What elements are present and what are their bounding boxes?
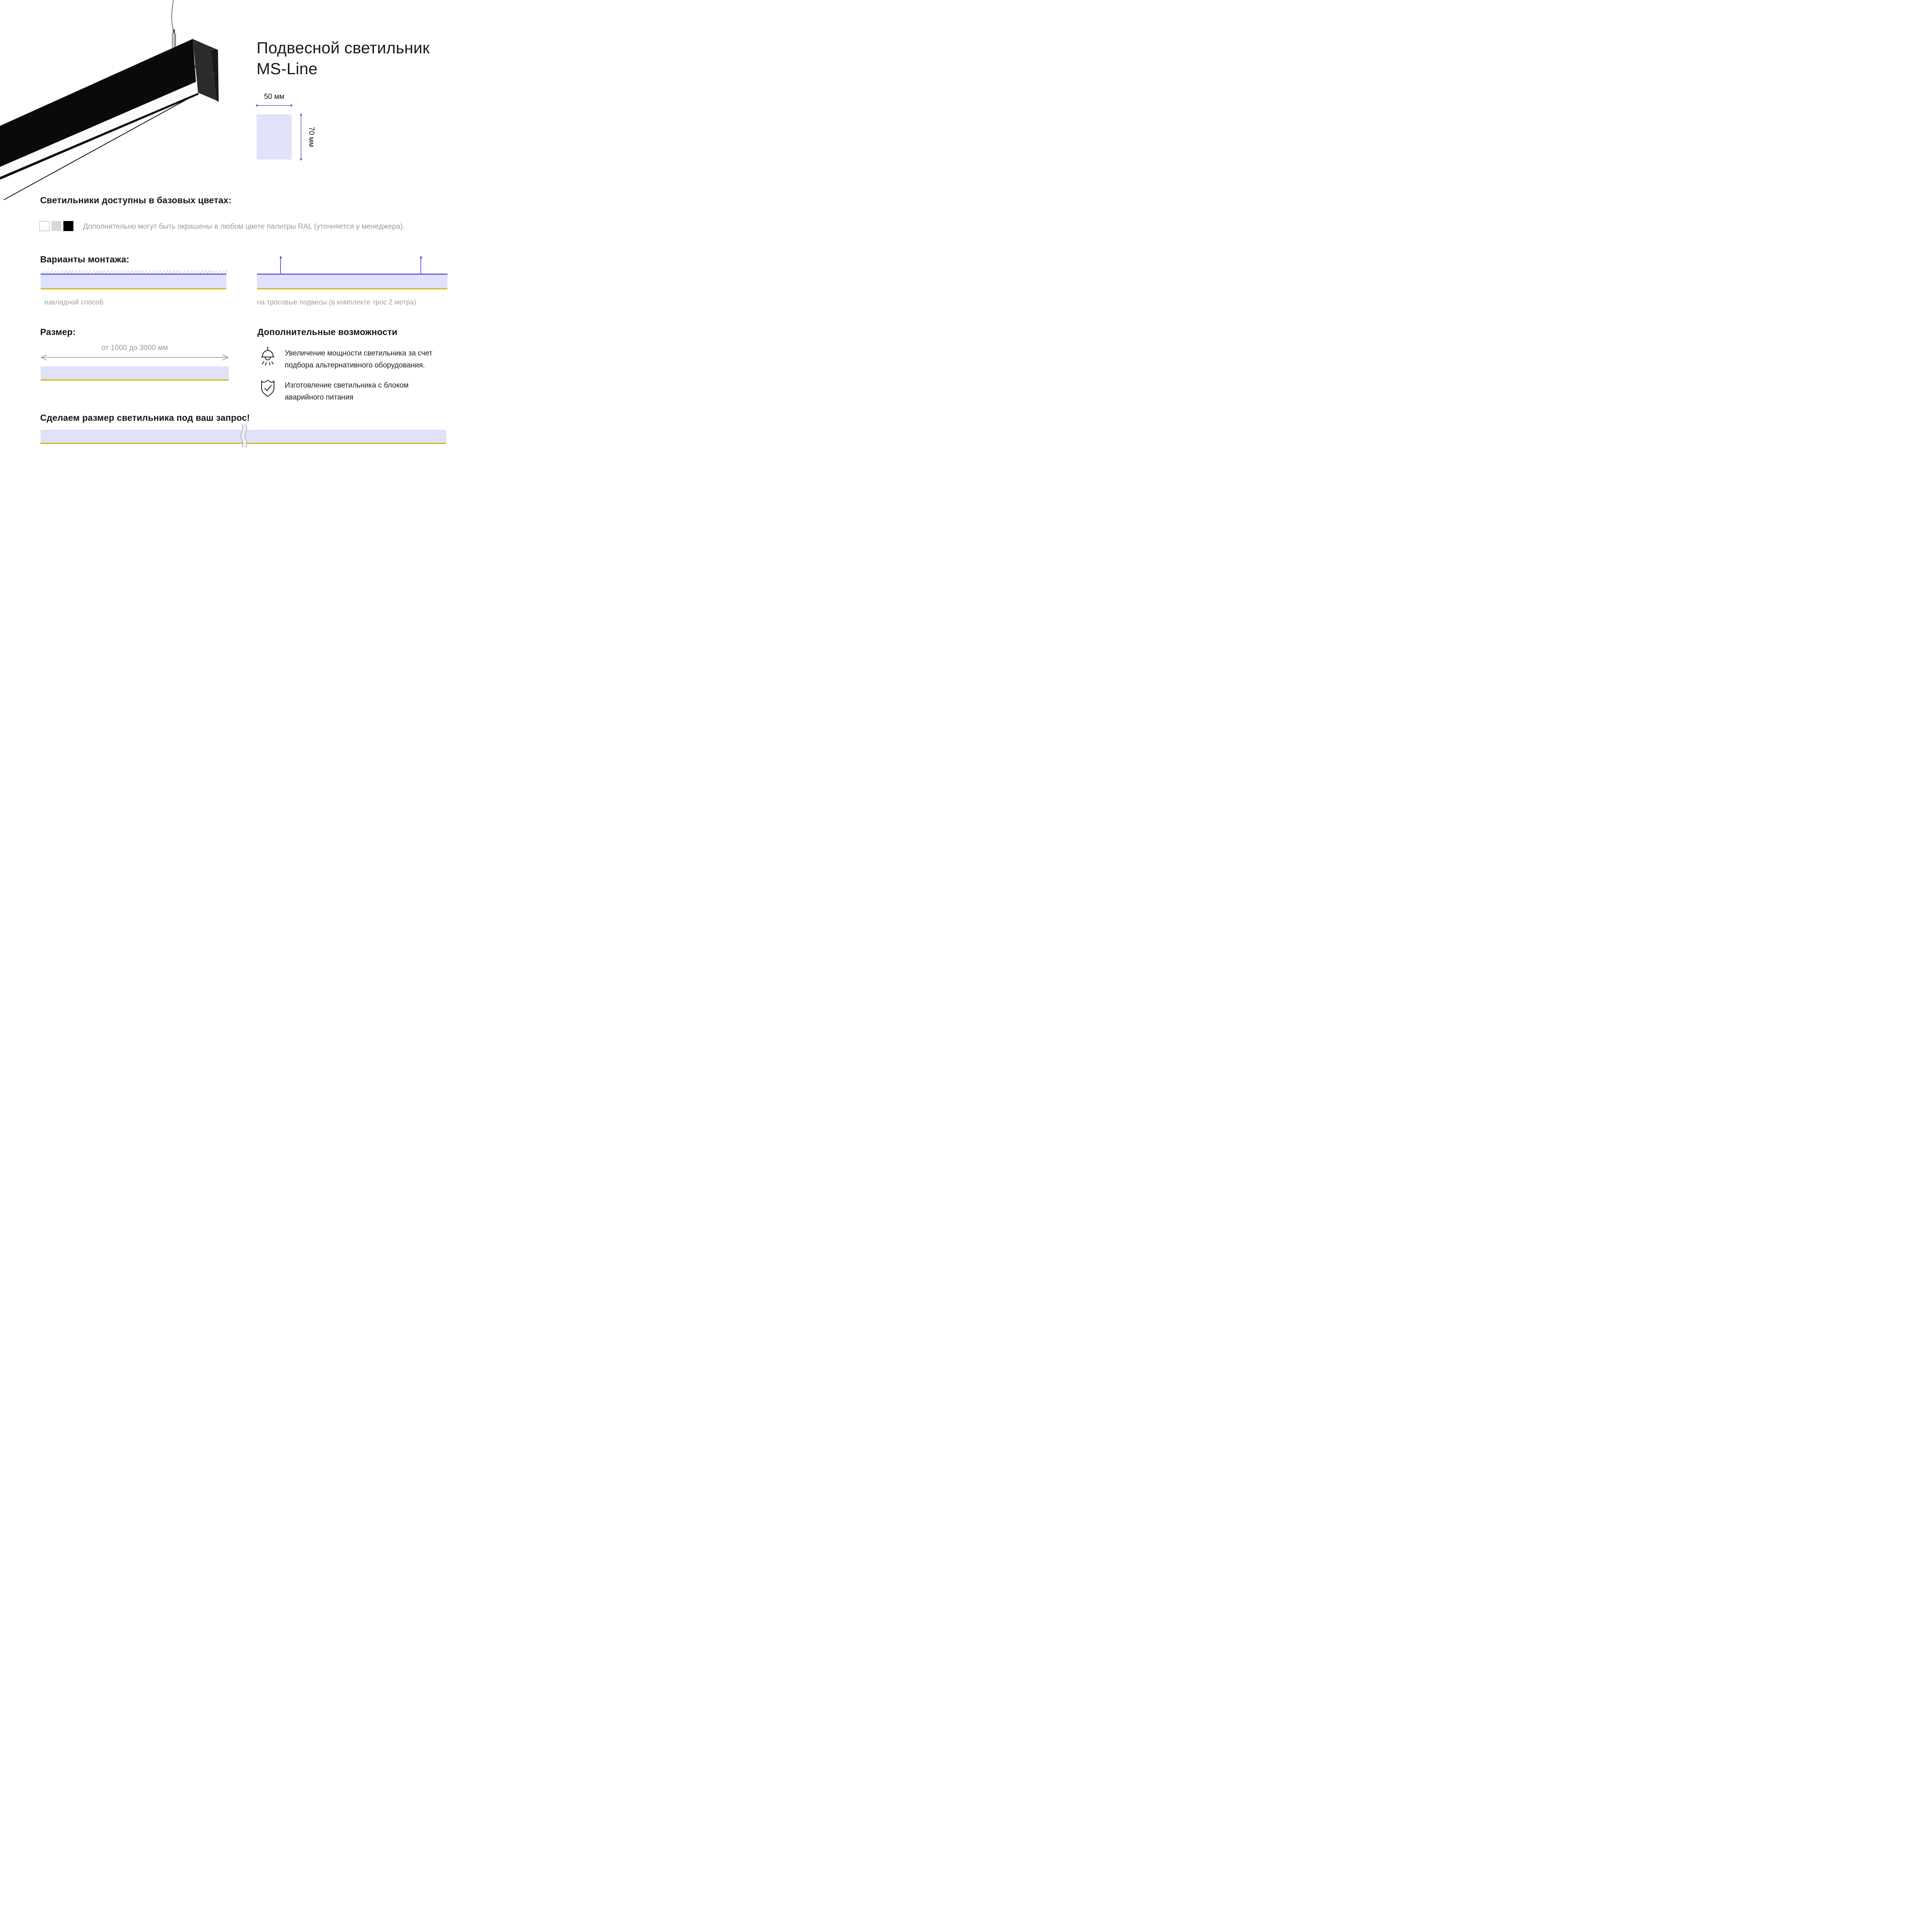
- size-luminaire-bar: [41, 366, 229, 379]
- double-arrow-icon: [41, 354, 229, 361]
- page-title-line1: Подвесной светильник: [257, 39, 430, 57]
- feature-emergency-line1: Изготовление светильника с блоком: [285, 381, 409, 389]
- break-squiggle-icon: [238, 423, 250, 448]
- width-dimension-line: [257, 105, 292, 106]
- features-section-heading: Дополнительные возможности: [257, 327, 398, 337]
- color-swatch-white: [39, 221, 49, 231]
- height-dimension-label: 70 мм: [307, 127, 315, 147]
- pendant-lamp-icon: [260, 347, 276, 366]
- width-dimension-label: 50 мм: [264, 93, 284, 101]
- feature-power-line2: подбора альтернативного оборудования.: [285, 361, 425, 369]
- color-swatch-gray: [51, 221, 61, 231]
- suspension-cable: [172, 0, 173, 31]
- cable-gripper: [172, 33, 176, 48]
- size-section-heading: Размер:: [40, 327, 76, 337]
- feature-emergency-text: [285, 379, 408, 403]
- cable-mount-caption: на тросовые подвесы (в комплекте трос 2 метра): [257, 298, 416, 306]
- ral-note: Дополнительно могут быть окрашены в любом цвете палитры RAL (уточняется у менеджера).: [83, 223, 405, 231]
- feature-power-text: [285, 347, 432, 371]
- color-swatch-row: [39, 221, 73, 231]
- product-sheet: [0, 0, 483, 483]
- custom-size-heading: Сделаем размер светильника под ваш запрос!: [40, 413, 250, 423]
- suspension-pin: [420, 259, 421, 274]
- surface-mount-caption: накладной способ: [44, 298, 104, 306]
- profile-cross-section: [257, 114, 292, 160]
- surface-mount-luminaire-bar: [41, 275, 226, 288]
- page-title-line2: MS-Line: [257, 60, 318, 78]
- feature-emergency-line2: аварийного питания: [285, 393, 354, 401]
- size-light-line: [41, 379, 229, 381]
- colors-section-heading: Светильники доступны в базовых цветах:: [40, 195, 231, 205]
- page-title: [257, 37, 430, 79]
- color-swatch-black: [63, 221, 73, 231]
- cable-mount-luminaire-bar: [257, 275, 447, 288]
- feature-power-line1: Увеличение мощности светильника за счет: [285, 349, 433, 357]
- cable-mount-light-line: [257, 288, 447, 289]
- shield-check-icon: [260, 379, 275, 398]
- suspension-pin: [280, 259, 281, 274]
- mounting-section-heading: Варианты монтажа:: [40, 254, 129, 264]
- size-range-label: от 1000 до 3000 мм: [101, 344, 168, 352]
- ceiling-hatch: [42, 270, 228, 274]
- surface-mount-light-line: [41, 288, 226, 289]
- pendant-luminaire-render: [0, 0, 225, 203]
